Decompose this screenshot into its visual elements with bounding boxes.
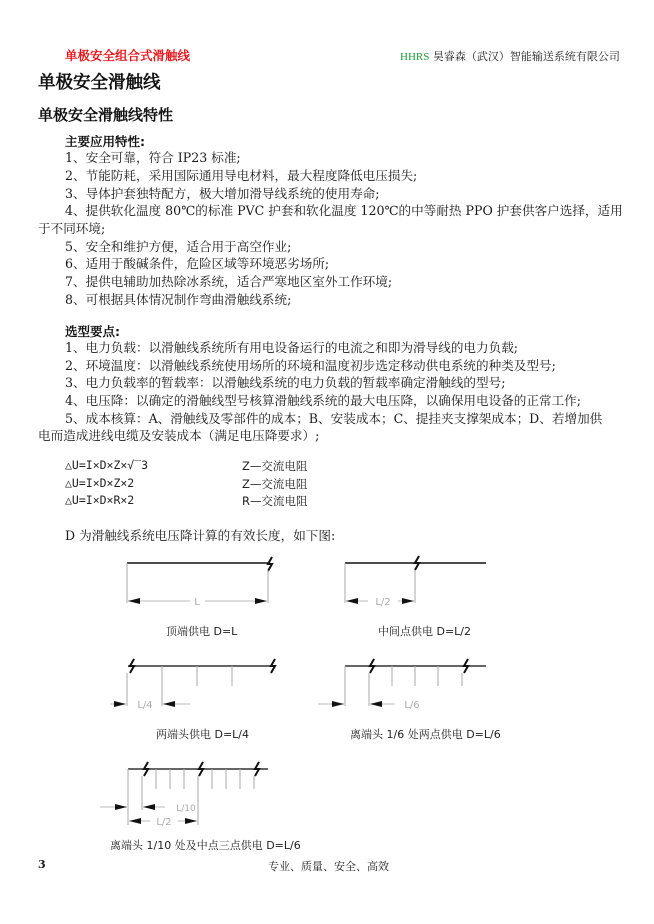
feature-item: 8、可根据具体情况制作弯曲滑触线系统; bbox=[65, 292, 292, 307]
feature-item: 3、导体护套独特配方，极大增加滑导线系统的使用寿命; bbox=[65, 186, 380, 201]
diagram-caption: 离端头 1/6 处两点供电 D=L/6 bbox=[350, 728, 501, 741]
diagram-caption: 两端头供电 D=L/4 bbox=[156, 728, 250, 741]
formula-note: R—交流电阻 bbox=[242, 494, 308, 508]
page-title: 单极安全滑触线 bbox=[38, 73, 161, 93]
selection-item: 4、电压降：以确定的滑触线型号核算滑触线系统的最大电压降，以确保用电设备的正常工作; bbox=[65, 393, 582, 408]
dimension-label: L/2 bbox=[375, 597, 391, 608]
dimension-label: L/4 bbox=[137, 700, 153, 711]
dimension-label: L/6 bbox=[404, 700, 420, 711]
feed-point-icon bbox=[370, 659, 374, 673]
d-definition: D 为滑触线系统电压降计算的有效长度，如下图: bbox=[65, 528, 336, 543]
feed-point-icon bbox=[271, 659, 275, 673]
feature-item: 6、适用于酸碱条件，危险区域等环境恶劣场所; bbox=[65, 256, 330, 271]
selection-item: 5、成本核算：A、滑触线及零部件的成本；B、安装成本；C、提挂夹支撑架成本；D、若增加供 bbox=[65, 411, 603, 426]
diagram-caption: 中间点供电 D=L/2 bbox=[378, 625, 472, 638]
feature-item: 5、安全和维护方便，适合用于高空作业; bbox=[65, 239, 292, 254]
diagram-caption: 离端头 1/10 处及中点三点供电 D=L/6 bbox=[110, 839, 301, 850]
feed-point-icon bbox=[144, 762, 148, 776]
formula-note: Z—交流电阻 bbox=[242, 459, 308, 473]
feed-point-icon bbox=[130, 659, 134, 673]
supply-diagrams bbox=[0, 540, 654, 850]
selection-heading: 选型要点: bbox=[65, 324, 120, 339]
feed-point-icon bbox=[415, 556, 419, 570]
diagram-three-point-feed bbox=[100, 762, 268, 828]
section-title: 单极安全滑触线特性 bbox=[38, 106, 174, 124]
feed-point-icon bbox=[255, 762, 259, 776]
selection-item-continued: 电而造成进线电缆及安装成本（满足电压降要求）; bbox=[38, 428, 320, 443]
header-company bbox=[400, 48, 620, 64]
selection-item: 1、电力负载：以滑触线系统所有用电设备运行的电流之和即为滑导线的电力负载; bbox=[65, 340, 519, 355]
brand-logo-text: HHRS bbox=[400, 51, 430, 63]
formula-expression: △U=I×D×Z×√‾3 bbox=[65, 458, 149, 472]
feature-item: 7、提供电辅助加热除冰系统，适合严寒地区室外工作环境; bbox=[65, 274, 393, 289]
formula-note: Z—交流电阻 bbox=[242, 477, 308, 491]
diagram-center-feed bbox=[345, 556, 486, 608]
header-product-title: 单极安全组合式滑触线 bbox=[65, 48, 191, 63]
feed-point-icon bbox=[464, 659, 468, 673]
dimension-label: L bbox=[194, 597, 200, 608]
formula-expression: △U=I×D×R×2 bbox=[65, 493, 135, 507]
feature-item: 2、节能防耗，采用国际通用导电材料，最大程度降低电压损失; bbox=[65, 168, 418, 183]
footer-slogan: 专业、质量、安全、高效 bbox=[268, 860, 389, 873]
diagram-two-point-feed bbox=[318, 659, 486, 711]
features-heading: 主要应用特性: bbox=[65, 134, 145, 149]
feed-point-icon bbox=[199, 762, 203, 776]
company-name: 昊睿森（武汉）智能输送系统有限公司 bbox=[432, 50, 620, 63]
feature-item: 1、安全可靠，符合 IP23 标准; bbox=[65, 150, 241, 165]
selection-item: 2、环境温度：以滑触线系统使用场所的环境和温度初步选定移动供电系统的种类及型号; bbox=[65, 358, 556, 373]
diagram-end-feed bbox=[127, 557, 272, 608]
diagram-caption: 顶端供电 D=L bbox=[166, 625, 238, 638]
formula-expression: △U=I×D×Z×2 bbox=[65, 476, 135, 490]
dimension-label: L/2 bbox=[156, 817, 172, 828]
feature-item: 4、提供软化温度 80℃的标准 PVC 护套和软化温度 120℃的中等耐热 PPO 护套供客户选择，适用 bbox=[65, 203, 623, 218]
dimension-label: L/10 bbox=[176, 804, 196, 814]
diagram-both-ends-feed bbox=[110, 659, 275, 711]
page-number: 3 bbox=[38, 858, 46, 871]
feed-point-icon bbox=[268, 557, 272, 571]
feature-item-continued: 于不同环境; bbox=[38, 221, 106, 236]
selection-item: 3、电力负载率的暂载率：以滑触线系统的电力负载的暂载率确定滑触线的型号; bbox=[65, 375, 506, 390]
